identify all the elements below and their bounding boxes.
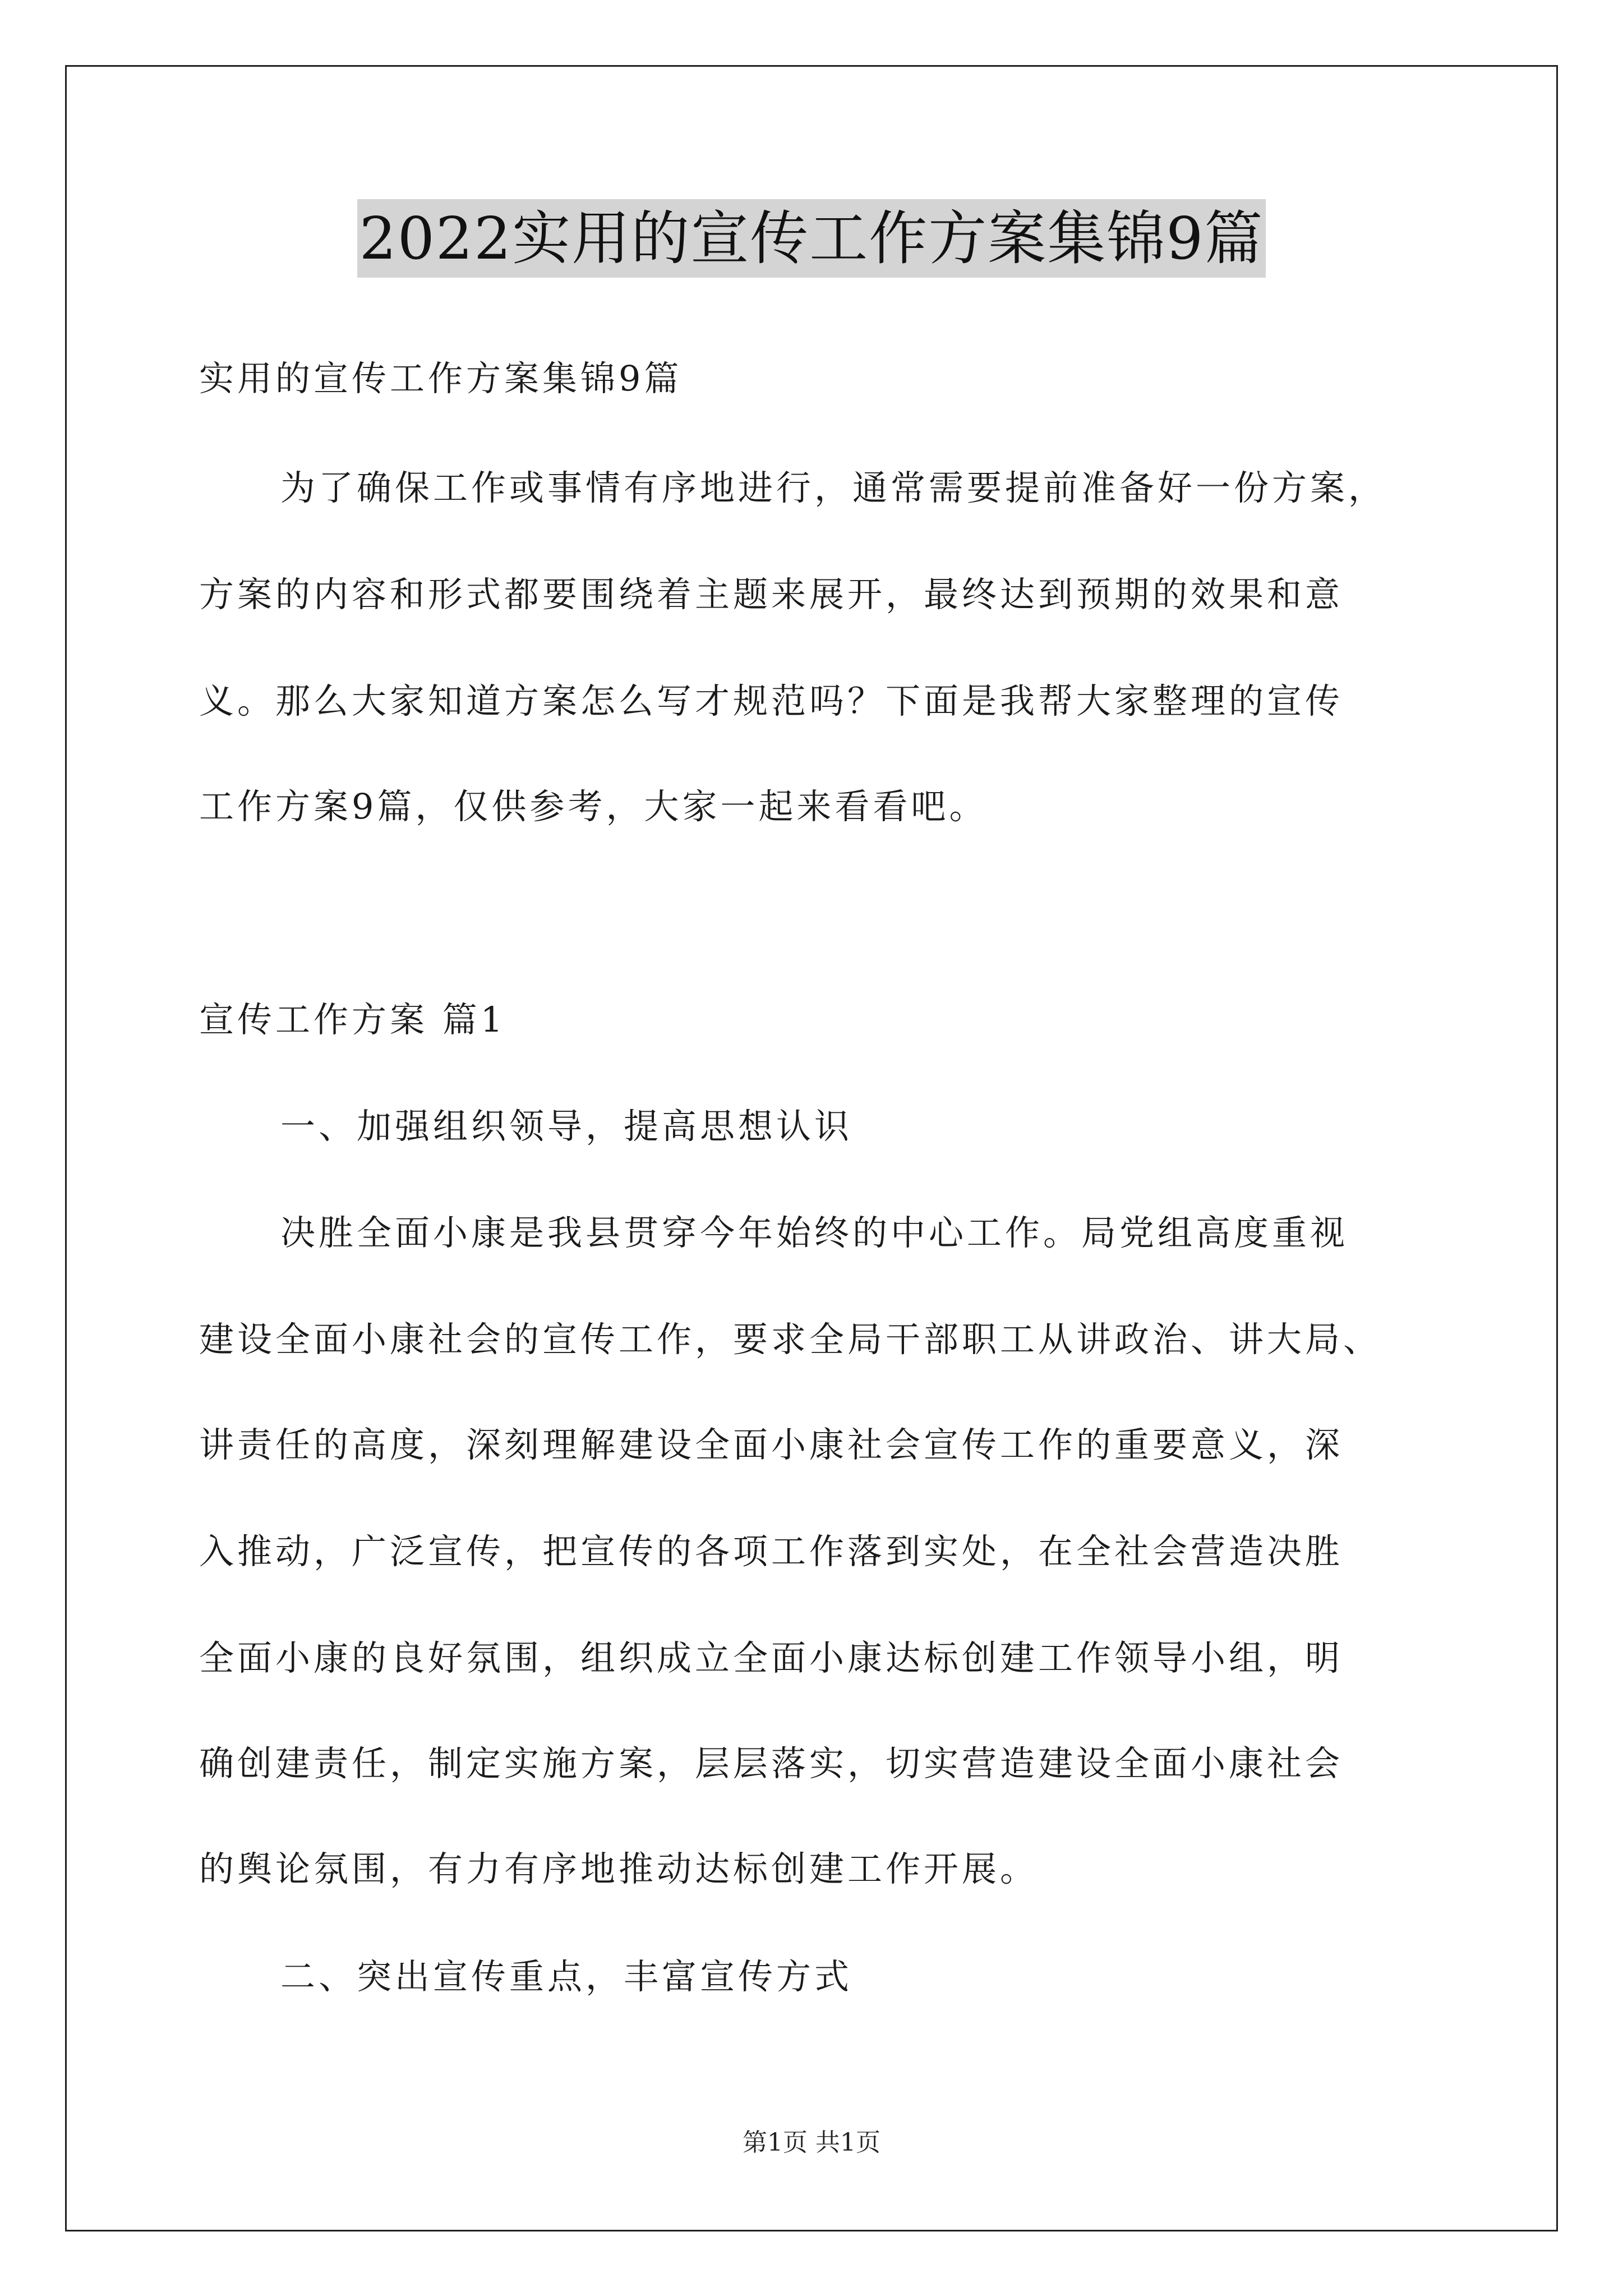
document-title: 2022实用的宣传工作方案集锦9篇: [357, 199, 1266, 278]
body-line: 的舆论氛围，有力有序地推动达标创建工作开展。: [199, 1848, 1039, 1889]
document-subtitle: 实用的宣传工作方案集锦9篇: [199, 358, 683, 399]
title-container: [0, 199, 1623, 278]
intro-line: 方案的内容和形式都要围绕着主题来展开，最终达到预期的效果和意: [199, 574, 1344, 615]
section-heading: 宣传工作方案 篇1: [199, 999, 506, 1040]
point-heading: 二、突出宣传重点，丰富宣传方式: [280, 1956, 853, 1997]
body-line: 建设全面小康社会的宣传工作，要求全局干部职工从讲政治、讲大局、: [199, 1319, 1382, 1360]
body-line: 讲责任的高度，深刻理解建设全面小康社会宣传工作的重要意义，深: [199, 1424, 1344, 1465]
page-footer: 第1页 共1页: [743, 2128, 880, 2157]
body-line: 全面小康的良好氛围，组织成立全面小康达标创建工作领导小组，明: [199, 1637, 1344, 1678]
intro-line: 为了确保工作或事情有序地进行，通常需要提前准备好一份方案，: [280, 467, 1387, 508]
body-line: 确创建责任，制定实施方案，层层落实，切实营造建设全面小康社会: [199, 1743, 1344, 1784]
intro-line: 义。那么大家知道方案怎么写才规范吗？下面是我帮大家整理的宣传: [199, 680, 1344, 721]
point-heading: 一、加强组织领导，提高思想认识: [280, 1106, 853, 1147]
body-line: 决胜全面小康是我县贯穿今年始终的中心工作。局党组高度重视: [280, 1212, 1349, 1253]
intro-line: 工作方案9篇，仅供参考，大家一起来看看吧。: [199, 786, 988, 827]
body-line: 入推动，广泛宣传，把宣传的各项工作落到实处，在全社会营造决胜: [199, 1531, 1344, 1572]
